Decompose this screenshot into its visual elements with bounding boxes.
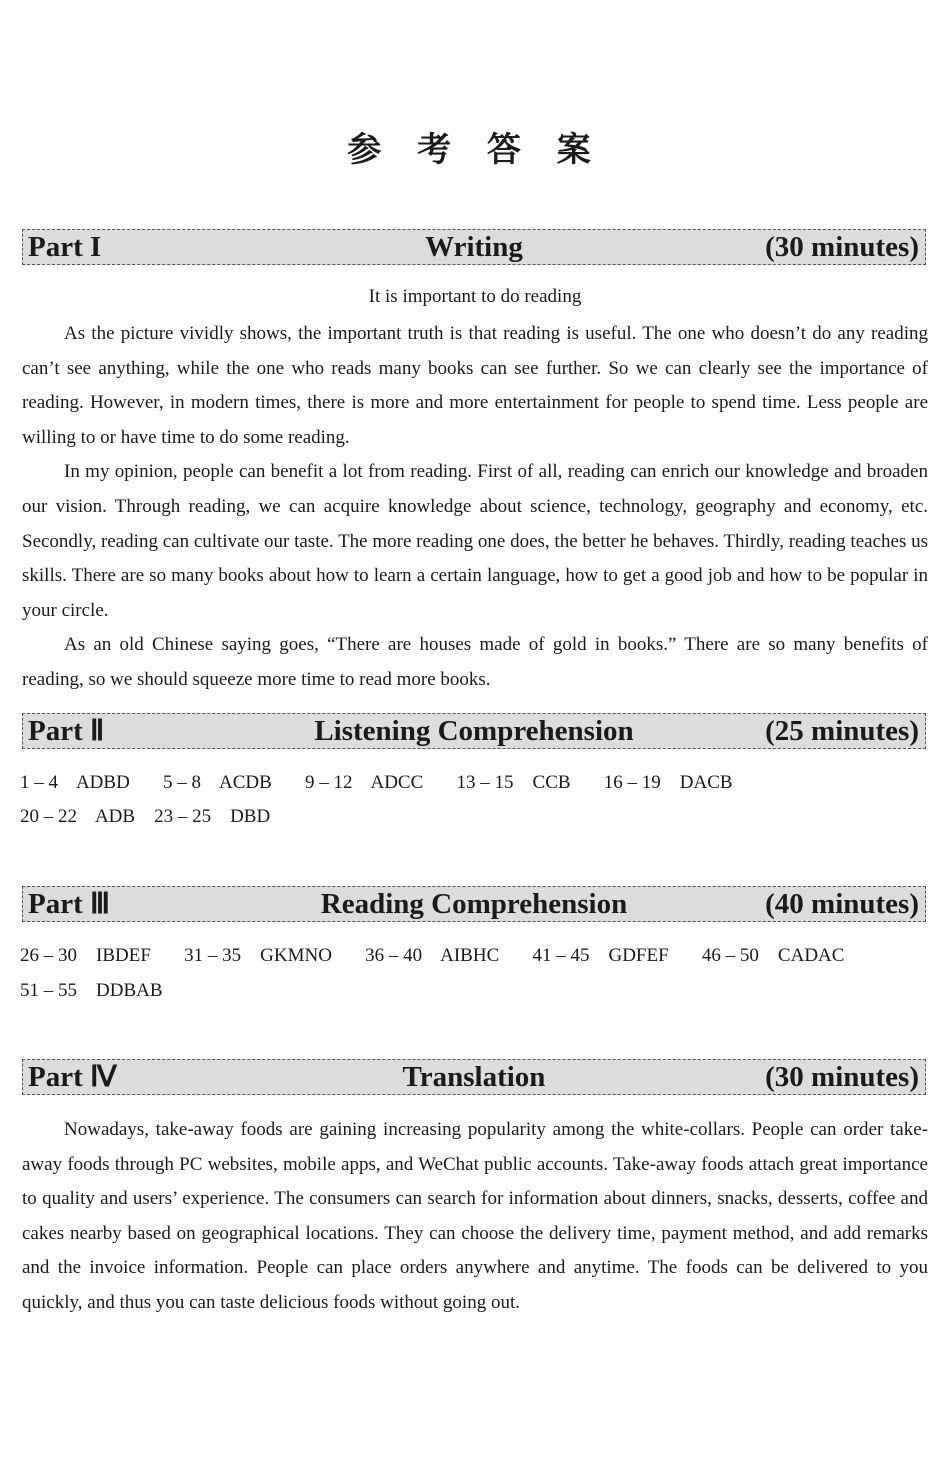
- translation-body: [22, 1113, 928, 1321]
- part-4-header: [22, 1059, 926, 1095]
- listening-answers-line-2: 20 – 22 ADB 23 – 25 DBD: [20, 806, 271, 827]
- part-label: Part Ⅱ: [28, 715, 105, 747]
- translation-paragraph: Nowadays, take-away foods are gaining increasing popularity among the white-collars. People can order take-away foods through PC websites, mobile apps, and WeChat public accounts. Take-away foods attach great importance to quality and users’ experience. The consumers can search for information about dinners, snacks, desserts, coffee and cakes nearby based on geographical locations. They can choose the delivery time, payment method, and add remarks and the invoice information. People can place orders anywhere and anytime. The foods can be delivered to you quickly, and thus you can taste delicious foods without going out.: [22, 1119, 928, 1313]
- part-name: Reading Comprehension: [320, 888, 628, 920]
- essay-paragraph: As the picture vividly shows, the important truth is that reading is useful. The one who doesn’t do any reading can’t see anything, while the one who reads many books can see further. So we can clearly see the importance of reading. However, in modern times, there is more and more entertainment for people to spend time. Less people are willing to or have time to do some reading.: [22, 323, 928, 448]
- essay-title: It is important to do reading: [368, 286, 582, 307]
- part-time: (25 minutes): [765, 715, 919, 747]
- part-name: Listening Comprehension: [314, 715, 634, 747]
- essay-body: [22, 317, 928, 698]
- reading-answers-line-1: 26 – 30 IBDEF 31 – 35 GKMNO 36 – 40 AIBHC 41 – 45 GDFEF 46 – 50 CADAC: [20, 945, 845, 966]
- part-3-header: [22, 886, 926, 922]
- essay-paragraph: As an old Chinese saying goes, “There are houses made of gold in books.” There are so many benefits of reading, so we should squeeze more time to read more books.: [22, 634, 928, 690]
- part-label: Part Ⅲ: [28, 888, 110, 920]
- part-name: Writing: [425, 231, 523, 263]
- essay-paragraph: In my opinion, people can benefit a lot from reading. First of all, reading can enrich our knowledge and broaden our vision. Through reading, we can acquire knowledge about science, technology, geography and economy, etc. Secondly, reading can cultivate our taste. The more reading one does, the better he behaves. Thirdly, reading teaches us skills. There are so many books about how to learn a certain language, how to get a good job and how to be popular in your circle.: [22, 461, 928, 621]
- part-time: (30 minutes): [765, 1061, 919, 1093]
- part-name: Translation: [402, 1061, 546, 1093]
- part-label: Part I: [28, 231, 102, 263]
- part-2-header: [22, 713, 926, 749]
- part-1-header: [22, 229, 926, 265]
- part-label: Part Ⅳ: [28, 1061, 117, 1093]
- page-title: 参 考 答 案: [347, 130, 603, 170]
- part-time: (30 minutes): [765, 231, 919, 263]
- part-time: (40 minutes): [765, 888, 919, 920]
- reading-answers-line-2: 51 – 55 DDBAB: [20, 980, 163, 1001]
- listening-answers-line-1: 1 – 4 ADBD 5 – 8 ACDB 9 – 12 ADCC 13 – 15 CCB 16 – 19 DACB: [20, 772, 733, 793]
